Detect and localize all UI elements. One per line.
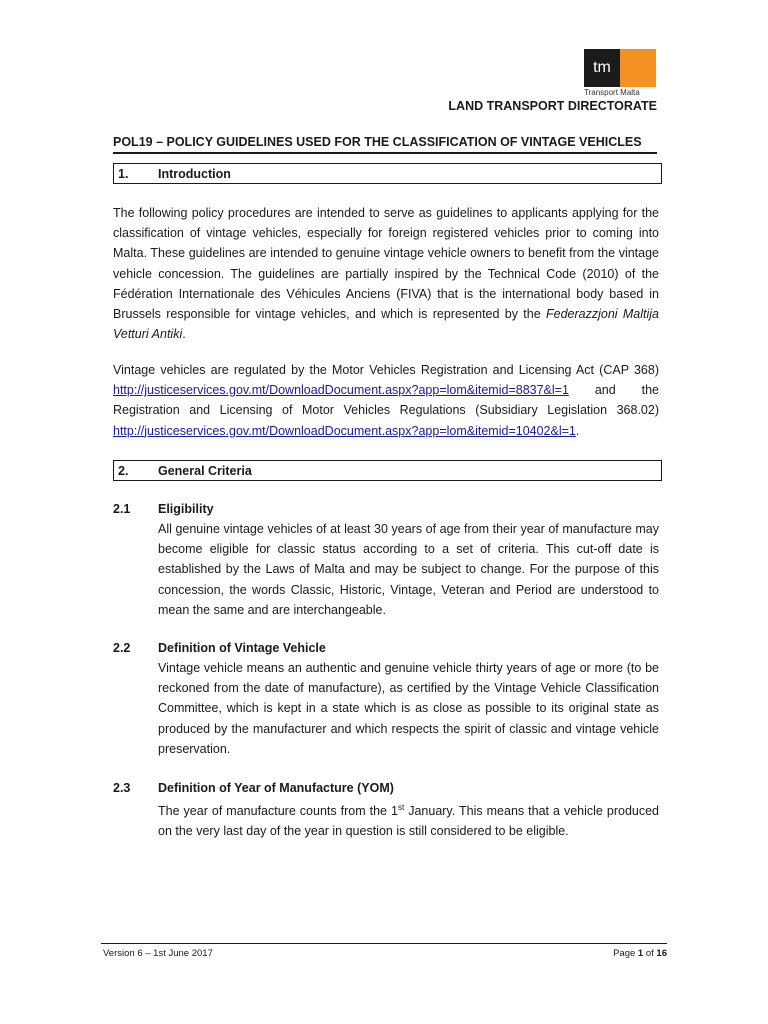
page-number [613,948,667,959]
page-current: 1 [637,948,644,959]
page-total: 16 [656,948,667,959]
regulation-paragraph [113,360,659,441]
section-heading-introduction [113,163,662,184]
subsection-body [158,798,659,842]
subsection-eligibility [113,499,659,623]
logo-caption: Transport Malta [584,88,640,97]
section-label: General Criteria [158,464,252,478]
directorate-heading: LAND TRANSPORT DIRECTORATE [448,99,657,113]
subsection-heading: Eligibility [158,502,214,516]
section-label: Introduction [158,167,231,181]
logo-mark: tm [584,49,620,87]
subsection-number: 2.2 [113,641,131,655]
intro-paragraph [113,203,659,344]
transport-malta-logo [584,49,656,98]
document-title: POL19 – POLICY GUIDELINES USED FOR THE CLASSIFICATION OF VINTAGE VEHICLES [113,135,642,149]
yom-text-b: January. This means that a vehicle produced on the very last day of the year in question is still considered to be eligible. [158,804,659,839]
regulation-end: . [575,423,580,438]
subsection-body: Vintage vehicle means an authentic and genuine vehicle thirty years of age or more (to be reckoned from the date of manufacture), as certified by the Vintage Vehicle Classification Committee, which is kept in a state which is as close as possible to its original state as produced by the manufacturer and which respects the spirit of classic and vintage vehicle preservation. [158,661,659,756]
section-number: 2. [118,464,129,478]
subsection-body: All genuine vintage vehicles of at least 30 years of age from their year of manufacture may become eligible for classic status according to a set of criteria. This cut-off date is established by the Laws of Malta and may be subject to change. For the purpose of this concession, the words Classic, Historic, Vintage, Veteran and Period are understood to mean the same and are interchangeable. [158,522,659,617]
subsection-yom-definition [113,778,659,842]
logo-orange-block [620,49,656,87]
subsection-number: 2.1 [113,502,131,516]
subsection-number: 2.3 [113,781,131,795]
section-number: 1. [118,167,129,181]
footer-rule [101,943,667,944]
cap368-link[interactable]: http://justiceservices.gov.mt/DownloadDocument.aspx?app=lom&itemid=8837&l=1 [113,383,569,398]
subsection-heading: Definition of Year of Manufacture (YOM) [158,781,394,795]
page-of: of [643,948,657,959]
intro-text: The following policy procedures are intended to serve as guidelines to applicants applying for the classification of vintage vehicles, especially for foreign registered vehicles prior to coming into Malta. These guidelines are intended to genuine vintage vehicle owners to benefit from the vintage vehicle concession. The guidelines are partially inspired by the Technical Code (2010) of the Fédération Internationale des Véhicules Anciens (FIVA) that is the international body based in Brussels responsible for vintage vehicles, and which is represented by the [113,206,659,322]
version-label: Version 6 – 1st June 2017 [103,948,213,959]
title-underline [113,152,657,154]
yom-text-a: The year of manufacture counts from the 1 [158,804,398,819]
page-label: Page [613,948,638,959]
regulation-text-b: and the Registration and Licensing of Motor Vehicles Regulations (Subsidiary Legislation 368.02) [113,383,659,418]
sl368-link[interactable]: http://justiceservices.gov.mt/DownloadDocument.aspx?app=lom&itemid=10402&l=1 [113,423,576,438]
regulation-text-a: Vintage vehicles are regulated by the Motor Vehicles Registration and Licensing Act (CAP 368) [113,363,659,377]
subsection-heading: Definition of Vintage Vehicle [158,641,326,655]
subsection-vintage-definition [113,638,659,762]
yom-superscript: st [397,803,405,812]
section-heading-general-criteria [113,460,662,481]
intro-end: . [182,327,186,342]
intro-italic-name: Federazzjoni Maltija Vetturi Antiki [113,307,659,342]
